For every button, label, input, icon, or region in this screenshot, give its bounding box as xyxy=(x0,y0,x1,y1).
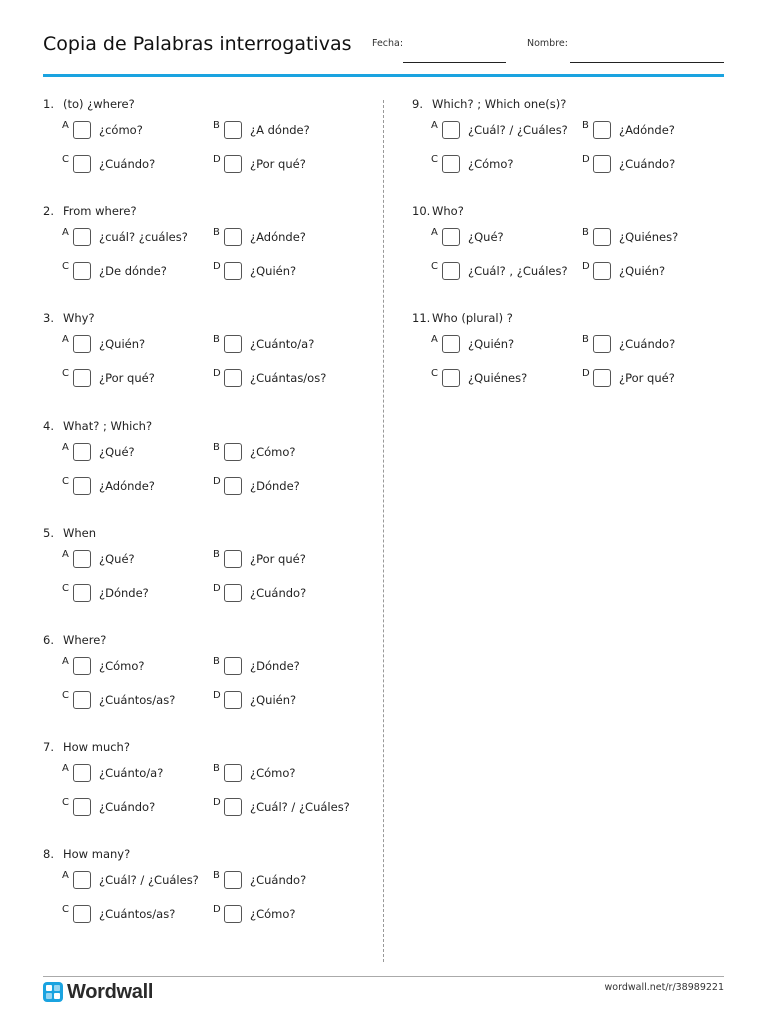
option-text: ¿Por qué? xyxy=(619,371,675,386)
option-letter: B xyxy=(213,763,220,775)
option-letter: D xyxy=(582,368,590,380)
option-checkbox[interactable] xyxy=(224,657,242,675)
option-letter: B xyxy=(213,441,220,453)
option-letter: D xyxy=(213,261,221,273)
question-number: 7. xyxy=(43,740,54,755)
option-checkbox[interactable] xyxy=(73,262,91,280)
option-text: ¿Cuánto/a? xyxy=(250,337,315,352)
question-text: From where? xyxy=(63,204,137,219)
option-letter: C xyxy=(62,582,69,594)
option-letter: A xyxy=(62,441,69,453)
option-checkbox[interactable] xyxy=(224,584,242,602)
option-checkbox[interactable] xyxy=(224,691,242,709)
question-heading xyxy=(43,97,135,111)
wordwall-logo-icon xyxy=(43,982,63,1002)
option-text: ¿Quién? xyxy=(99,337,146,352)
option-letter: C xyxy=(431,154,438,165)
option-checkbox[interactable] xyxy=(593,155,611,173)
option-checkbox[interactable] xyxy=(73,798,91,816)
question-number: 3. xyxy=(43,311,54,326)
option-checkbox[interactable] xyxy=(593,335,611,353)
question-text: Why? xyxy=(63,311,95,326)
option-checkbox[interactable] xyxy=(224,228,242,246)
option-letter: B xyxy=(582,227,589,239)
option-checkbox[interactable] xyxy=(224,443,242,461)
option-text: ¿Quiénes? xyxy=(619,230,679,245)
option-text: ¿Qué? xyxy=(468,230,504,245)
option-checkbox[interactable] xyxy=(224,155,242,173)
option-letter: B xyxy=(213,870,220,882)
option-checkbox[interactable] xyxy=(73,369,91,387)
option-letter: A xyxy=(62,870,69,882)
option-checkbox[interactable] xyxy=(73,584,91,602)
option-checkbox[interactable] xyxy=(73,871,91,889)
option-text: ¿Cómo? xyxy=(250,444,296,459)
option-checkbox[interactable] xyxy=(224,798,242,816)
option-text: ¿Quién? xyxy=(250,693,297,707)
option-letter: C xyxy=(62,690,69,701)
page-title: Copia de Palabras interrogativas xyxy=(43,33,352,55)
option-checkbox[interactable] xyxy=(442,121,460,139)
option-checkbox[interactable] xyxy=(73,691,91,709)
option-checkbox[interactable] xyxy=(224,550,242,568)
option-letter: A xyxy=(62,548,69,560)
question-text: What? ; Which? xyxy=(63,418,153,433)
option-text: ¿De dónde? xyxy=(99,264,167,279)
option-text: ¿Cómo? xyxy=(468,157,514,171)
question-item xyxy=(43,419,373,519)
option-letter: B xyxy=(213,334,220,346)
option-text: ¿cómo? xyxy=(99,123,143,137)
option-checkbox[interactable] xyxy=(73,477,91,495)
option-text: ¿Adónde? xyxy=(99,478,155,493)
option-letter: A xyxy=(62,227,69,239)
option-letter: C xyxy=(62,154,69,165)
option-text: ¿Cuándo? xyxy=(250,585,307,600)
option-text: ¿Por qué? xyxy=(250,551,306,566)
option-text: ¿Cuántos/as? xyxy=(99,907,176,922)
option-checkbox[interactable] xyxy=(224,262,242,280)
option-text: ¿Cuándo? xyxy=(619,157,676,171)
question-number: 11. xyxy=(412,311,431,326)
option-checkbox[interactable] xyxy=(442,262,460,280)
question-text: How many? xyxy=(63,847,131,862)
question-item xyxy=(412,97,742,197)
question-text: How much? xyxy=(63,740,130,755)
option-text: ¿Cuándo? xyxy=(99,157,156,171)
option-text: ¿Cuándo? xyxy=(250,873,307,888)
option-text: ¿Cómo? xyxy=(250,907,296,922)
question-text: When xyxy=(63,525,97,540)
question-number: 2. xyxy=(43,204,54,219)
question-item xyxy=(43,204,373,304)
option-letter: B xyxy=(582,120,589,131)
nombre-field[interactable] xyxy=(570,62,724,63)
option-text: ¿Cómo? xyxy=(250,766,296,781)
option-letter: C xyxy=(62,475,69,487)
option-checkbox[interactable] xyxy=(442,369,460,387)
question-number: 9. xyxy=(412,97,423,111)
option-checkbox[interactable] xyxy=(224,764,242,782)
option-text: ¿Cuál? / ¿Cuáles? xyxy=(99,873,199,888)
option-checkbox[interactable] xyxy=(73,905,91,923)
question-number: 8. xyxy=(43,847,54,862)
question-number: 10. xyxy=(412,204,431,219)
question-heading xyxy=(43,633,106,647)
question-item xyxy=(43,633,373,733)
option-letter: D xyxy=(213,368,221,380)
option-checkbox[interactable] xyxy=(224,121,242,139)
option-text: ¿Adónde? xyxy=(619,123,675,137)
option-text: ¿Cuál? / ¿Cuáles? xyxy=(250,800,350,815)
option-checkbox[interactable] xyxy=(73,764,91,782)
option-checkbox[interactable] xyxy=(593,228,611,246)
brand-name: Wordwall xyxy=(67,980,154,1003)
option-letter: C xyxy=(62,368,69,380)
option-text: ¿Qué? xyxy=(99,551,135,566)
question-number: 4. xyxy=(43,418,54,433)
option-checkbox[interactable] xyxy=(73,155,91,173)
option-letter: D xyxy=(213,904,221,916)
option-letter: C xyxy=(431,368,438,380)
question-number: 1. xyxy=(43,97,54,111)
option-text: ¿Cuál? / ¿Cuáles? xyxy=(468,123,568,137)
option-text: ¿Cuál? , ¿Cuáles? xyxy=(468,264,568,279)
option-letter: D xyxy=(213,582,221,594)
question-item xyxy=(43,847,373,947)
question-text: Who? xyxy=(432,204,464,219)
option-checkbox[interactable] xyxy=(73,121,91,139)
option-letter: B xyxy=(213,120,220,131)
question-item xyxy=(43,97,373,197)
option-letter: C xyxy=(62,261,69,273)
option-letter: A xyxy=(62,334,69,346)
option-checkbox[interactable] xyxy=(442,155,460,173)
option-text: ¿Adónde? xyxy=(250,230,306,245)
option-checkbox[interactable] xyxy=(73,228,91,246)
option-text: ¿Por qué? xyxy=(99,371,155,386)
question-item xyxy=(43,740,373,840)
nombre-label: Nombre: xyxy=(527,38,568,49)
option-text: ¿Dónde? xyxy=(250,478,300,493)
question-heading xyxy=(43,740,130,754)
question-item xyxy=(412,311,742,411)
option-checkbox[interactable] xyxy=(593,121,611,139)
question-text: Which? ; Which one(s)? xyxy=(432,97,567,111)
header-divider xyxy=(43,74,724,77)
fecha-label: Fecha: xyxy=(372,38,404,49)
option-letter: D xyxy=(213,154,221,165)
source-url: wordwall.net/r/38989221 xyxy=(604,982,724,993)
option-checkbox[interactable] xyxy=(73,550,91,568)
question-heading xyxy=(412,204,464,218)
option-text: ¿Cuántas/os? xyxy=(250,371,327,386)
wordwall-logo xyxy=(43,982,153,1002)
question-number: 5. xyxy=(43,525,54,540)
option-letter: C xyxy=(431,261,438,273)
option-checkbox[interactable] xyxy=(224,369,242,387)
option-text: ¿Quién? xyxy=(468,337,515,352)
option-checkbox[interactable] xyxy=(442,228,460,246)
option-text: ¿Cuándo? xyxy=(99,800,156,815)
option-checkbox[interactable] xyxy=(593,369,611,387)
option-text: ¿cuál? ¿cuáles? xyxy=(99,230,188,245)
option-checkbox[interactable] xyxy=(224,905,242,923)
option-text: ¿Quiénes? xyxy=(468,371,528,386)
question-heading xyxy=(43,419,152,433)
option-letter: A xyxy=(431,120,438,131)
question-heading xyxy=(43,204,137,218)
option-text: ¿Qué? xyxy=(99,444,135,459)
question-text: (to) ¿where? xyxy=(63,97,135,111)
option-letter: A xyxy=(62,763,69,775)
column-divider xyxy=(383,100,384,962)
option-letter: A xyxy=(431,227,438,239)
question-item xyxy=(43,526,373,626)
question-item xyxy=(412,204,742,304)
option-letter: D xyxy=(582,154,590,165)
option-letter: C xyxy=(62,904,69,916)
option-letter: A xyxy=(62,656,69,667)
option-letter: D xyxy=(213,690,221,701)
option-checkbox[interactable] xyxy=(224,477,242,495)
option-text: ¿A dónde? xyxy=(250,123,310,137)
option-letter: D xyxy=(213,797,221,809)
option-text: ¿Dónde? xyxy=(99,585,149,600)
question-number: 6. xyxy=(43,633,54,647)
option-letter: B xyxy=(582,334,589,346)
option-letter: A xyxy=(431,334,438,346)
option-letter: A xyxy=(62,120,69,131)
question-heading xyxy=(412,311,513,325)
option-letter: D xyxy=(213,475,221,487)
option-text: ¿Quién? xyxy=(619,264,666,279)
option-letter: B xyxy=(213,227,220,239)
option-checkbox[interactable] xyxy=(224,871,242,889)
question-heading xyxy=(43,847,130,861)
option-letter: D xyxy=(582,261,590,273)
option-checkbox[interactable] xyxy=(73,443,91,461)
footer-divider xyxy=(43,976,724,977)
option-checkbox[interactable] xyxy=(73,335,91,353)
question-heading xyxy=(43,311,95,325)
fecha-field[interactable] xyxy=(403,62,506,63)
option-checkbox[interactable] xyxy=(224,335,242,353)
option-text: ¿Cuándo? xyxy=(619,337,676,352)
question-item xyxy=(43,311,373,411)
option-text: ¿Quién? xyxy=(250,264,297,279)
question-heading xyxy=(412,97,566,111)
option-checkbox[interactable] xyxy=(593,262,611,280)
question-heading xyxy=(43,526,96,540)
option-text: ¿Cómo? xyxy=(99,659,145,673)
option-text: ¿Cuánto/a? xyxy=(99,766,164,781)
option-checkbox[interactable] xyxy=(73,657,91,675)
option-text: ¿Por qué? xyxy=(250,157,306,171)
option-text: ¿Dónde? xyxy=(250,659,300,673)
option-letter: B xyxy=(213,656,220,667)
option-letter: C xyxy=(62,797,69,809)
question-text: Who (plural) ? xyxy=(432,311,513,326)
option-text: ¿Cuántos/as? xyxy=(99,693,176,707)
option-letter: B xyxy=(213,548,220,560)
option-checkbox[interactable] xyxy=(442,335,460,353)
question-text: Where? xyxy=(63,633,107,647)
